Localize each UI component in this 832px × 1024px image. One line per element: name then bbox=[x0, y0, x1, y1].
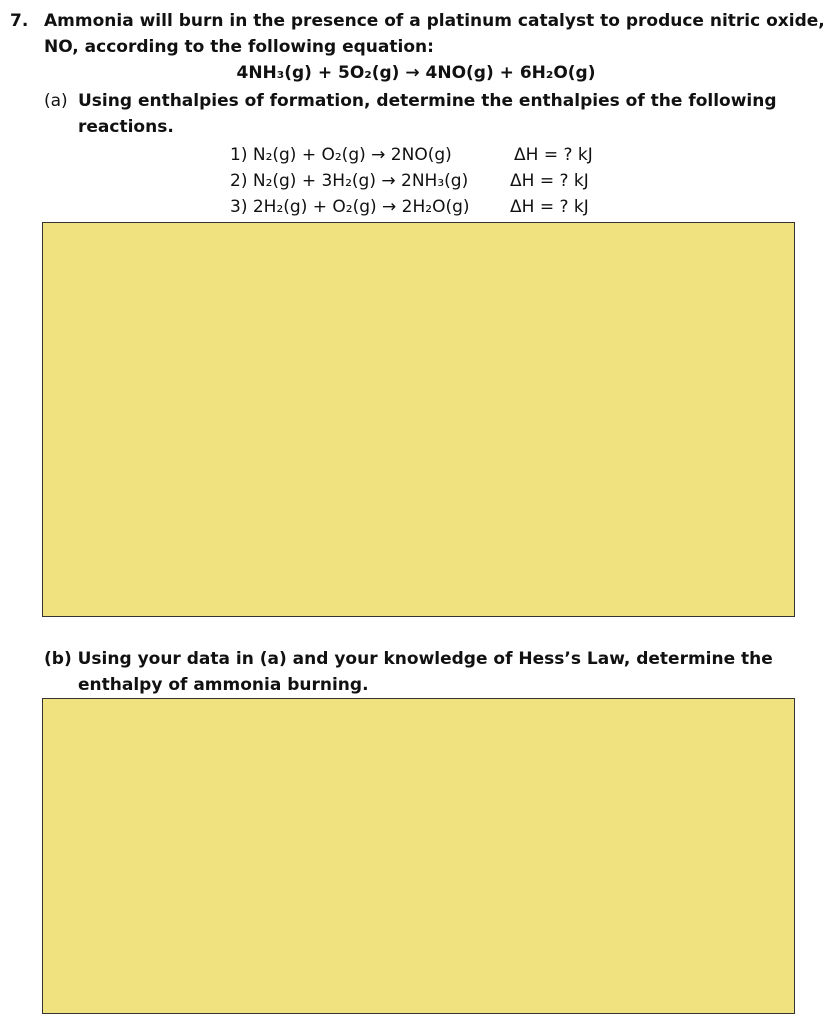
reaction-1-enthalpy: ΔH = ? kJ bbox=[514, 145, 593, 165]
question-text-line1: Ammonia will burn in the presence of a platinum catalyst to produce nitric oxide, bbox=[44, 11, 825, 31]
question-text-line2: NO, according to the following equation: bbox=[44, 37, 434, 57]
reaction-2-enthalpy: ΔH = ? kJ bbox=[510, 171, 589, 191]
part-b-instructions-line2: enthalpy of ammonia burning. bbox=[78, 675, 369, 695]
reaction-2-equation: 2) N₂(g) + 3H₂(g) → 2NH₃(g) bbox=[230, 171, 469, 191]
part-a-answer-box[interactable] bbox=[42, 222, 795, 617]
part-b-answer-box[interactable] bbox=[42, 698, 795, 1014]
question-number: 7. bbox=[10, 11, 29, 31]
part-a-instructions-line2: reactions. bbox=[78, 117, 174, 137]
part-b-instructions-line1: (b) Using your data in (a) and your knowledge of Hess’s Law, determine the bbox=[44, 649, 773, 669]
part-a-instructions-line1: Using enthalpies of formation, determine the enthalpies of the following bbox=[78, 91, 777, 111]
main-equation: 4NH₃(g) + 5O₂(g) → 4NO(g) + 6H₂O(g) bbox=[236, 63, 596, 83]
reaction-1-equation: 1) N₂(g) + O₂(g) → 2NO(g) bbox=[230, 145, 452, 165]
reaction-3-equation: 3) 2H₂(g) + O₂(g) → 2H₂O(g) bbox=[230, 197, 470, 217]
reaction-3-enthalpy: ΔH = ? kJ bbox=[510, 197, 589, 217]
part-a-letter: (a) bbox=[44, 91, 68, 111]
